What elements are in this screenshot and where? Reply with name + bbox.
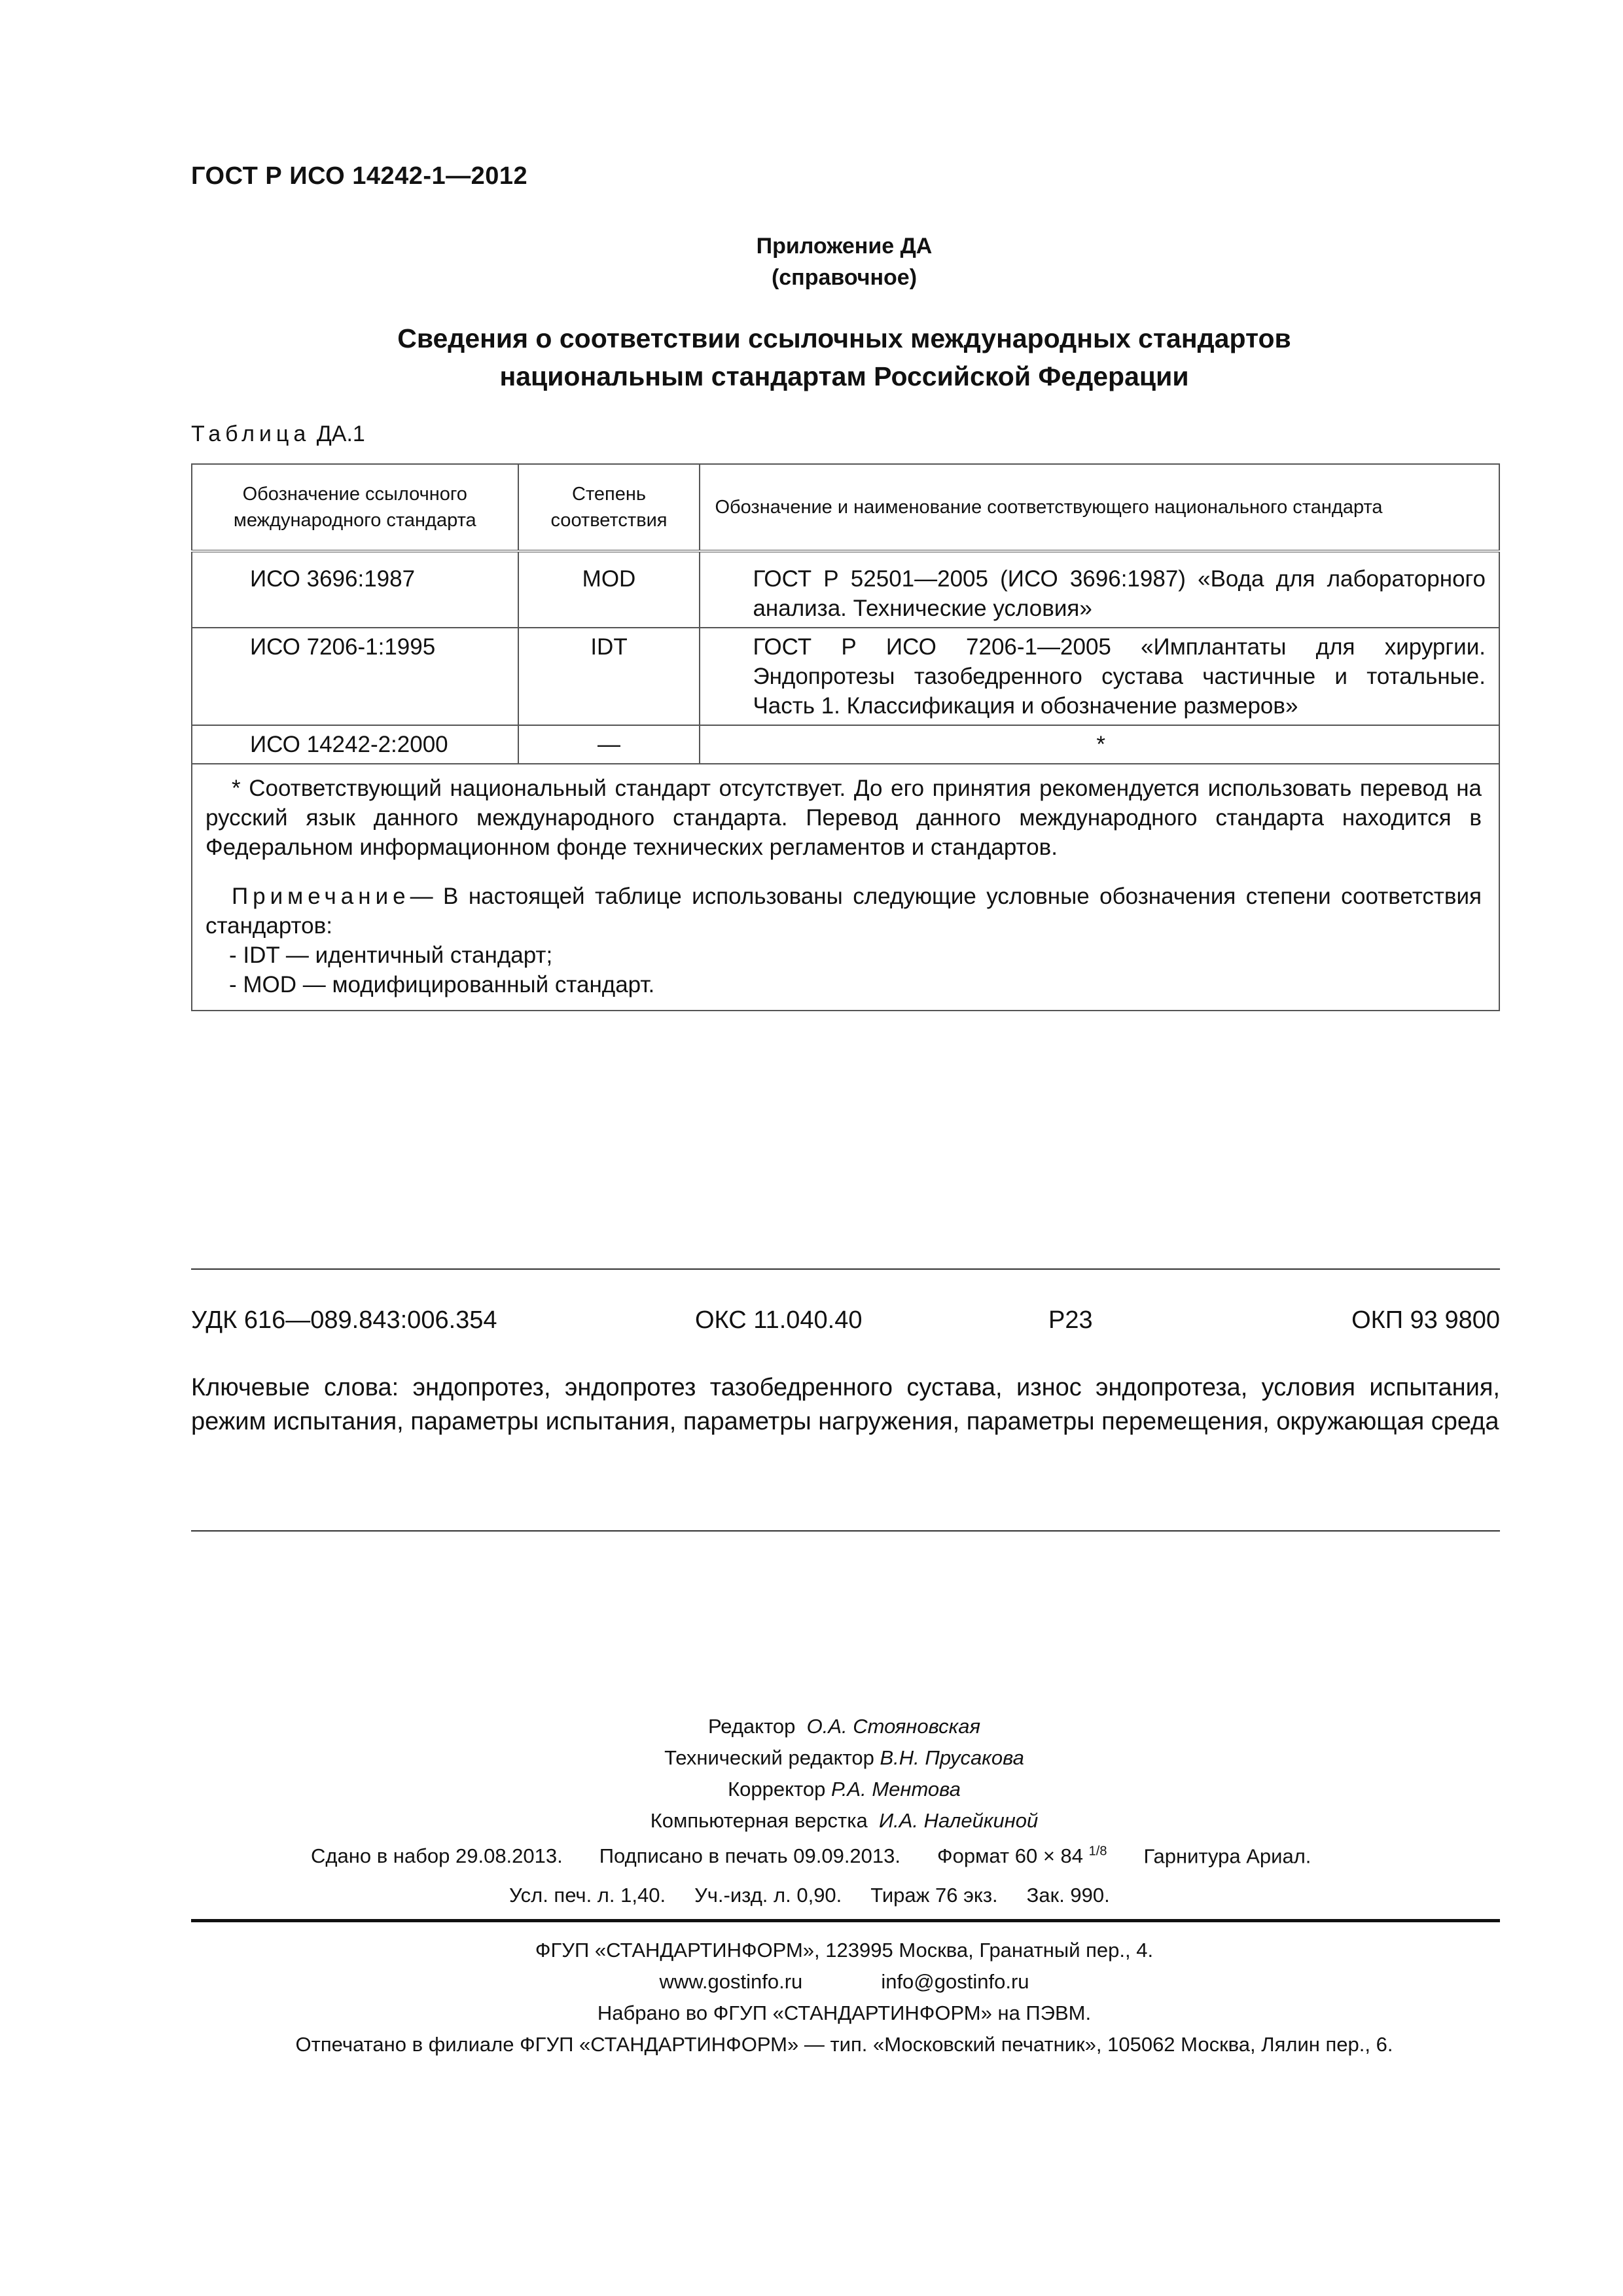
- appendix-subtitle: (справочное): [771, 265, 918, 290]
- note-text: — В настоящей таблице использованы следующие условные обозначения степени соответствия стандартов:: [205, 884, 1482, 939]
- appendix-heading: [0, 230, 1623, 293]
- column-header-international: Обозначение ссылочного международного стандарта: [192, 464, 518, 551]
- website: www.gostinfo.ru: [659, 1970, 803, 1993]
- cell-national-standard: ГОСТ Р ИСО 7206-1—2005 «Имплантаты для хирургии. Эндопротезы тазобедренного сустава частичные и тотальные. Часть 1. Классификация и обозначение размеров»: [700, 628, 1499, 725]
- okp-code: ОКП 93 9800: [1351, 1306, 1500, 1334]
- column-header-national: Обозначение и наименование соответствующего национального стандарта: [700, 464, 1499, 551]
- credit-line: Компьютерная верстка И.А. Налейкиной: [650, 1809, 1039, 1832]
- cell-international-standard: ИСО 14242-2:2000: [192, 725, 518, 764]
- print-run: Тираж 76 экз.: [870, 1884, 998, 1907]
- cell-degree: —: [518, 725, 700, 764]
- typeset-note: Набрано во ФГУП «СТАНДАРТИНФОРМ» на ПЭВМ.: [597, 2001, 1092, 2024]
- cell-degree: IDT: [518, 628, 700, 725]
- correspondence-table: [191, 463, 1500, 1011]
- credit-line: Корректор Р.А. Ментова: [728, 1778, 961, 1801]
- table-row: [192, 725, 1499, 764]
- print-sheets: Усл. печ. л. 1,40.: [509, 1884, 666, 1907]
- section-heading: [0, 319, 1623, 395]
- section-heading-line-1: Сведения о соответствии ссылочных международных стандартов: [397, 323, 1291, 353]
- cell-national-standard: *: [700, 725, 1499, 764]
- credits-block: [0, 1711, 1623, 1837]
- publication-line-2: [509, 1884, 1110, 1907]
- submitted-date: Сдано в набор 29.08.2013.: [311, 1844, 563, 1868]
- signed-date: Подписано в печать 09.09.2013.: [599, 1844, 901, 1868]
- keywords: Ключевые слова: эндопротез, эндопротез тазобедренного сустава, износ эндопротеза, условия испытания, режим испытания, параметры испытания, параметры нагружения, параметры перемещения, окружающая среда: [191, 1374, 1500, 1435]
- credit-line: Редактор О.А. Стояновская: [707, 1715, 981, 1738]
- cell-international-standard: ИСО 3696:1987: [192, 551, 518, 628]
- note-label: Примечание: [232, 884, 410, 909]
- credit-line: Технический редактор В.Н. Прусакова: [664, 1746, 1024, 1769]
- table-footnote: * Соответствующий национальный стандарт отсутствует. До его принятия рекомендуется использовать перевод на русский язык данного международного стандарта. Перевод данного международного стандарта находится в Федеральном информационном фонде технических регламентов и стандартов.: [205, 776, 1482, 860]
- divider-top: [191, 1268, 1500, 1270]
- divider-bottom: [191, 1530, 1500, 1532]
- table-caption-number: ДА.1: [316, 422, 365, 446]
- document-code: ГОСТ Р ИСО 14242-1—2012: [191, 162, 528, 190]
- oks-code: ОКС 11.040.40: [695, 1306, 863, 1334]
- imprint-divider: [191, 1919, 1500, 1922]
- cell-degree: MOD: [518, 551, 700, 628]
- table-footnote-row: [192, 764, 1499, 1011]
- publication-line-1: [311, 1844, 1311, 1868]
- table-caption: [191, 422, 365, 447]
- paper-format: Формат 60 × 84 $^{1/8}$: [937, 1844, 1107, 1868]
- udk-code: УДК 616—089.843:006.354: [191, 1306, 497, 1334]
- table-row: [192, 551, 1499, 628]
- table-row: [192, 628, 1499, 725]
- section-heading-line-2: национальным стандартам Российской Федерации: [499, 361, 1189, 391]
- order-number: Зак. 990.: [1026, 1884, 1110, 1907]
- cell-international-standard: ИСО 7206-1:1995: [192, 628, 518, 725]
- edit-sheets: Уч.-изд. л. 0,90.: [694, 1884, 842, 1907]
- column-header-degree: Степень соответствия: [518, 464, 700, 551]
- appendix-title: Приложение ДА: [756, 234, 933, 259]
- cell-national-standard: ГОСТ Р 52501—2005 (ИСО 3696:1987) «Вода для лабораторного анализа. Технические условия»: [700, 551, 1499, 628]
- category-code: Р23: [1048, 1306, 1093, 1334]
- table-footnote-cell: [192, 764, 1499, 1011]
- printed-note: Отпечатано в филиале ФГУП «СТАНДАРТИНФОРМ» — тип. «Московский печатник», 105062 Москва, Лялин пер., 6.: [295, 2033, 1393, 2056]
- imprint-block: [0, 1935, 1623, 2060]
- publisher-address: ФГУП «СТАНДАРТИНФОРМ», 123995 Москва, Гранатный пер., 4.: [535, 1939, 1154, 1962]
- note-list-item: - IDT — идентичный стандарт;: [229, 942, 553, 968]
- note-list-item: - MOD — модифицированный стандарт.: [229, 972, 655, 997]
- table-header-row: [192, 464, 1499, 551]
- table-note: [205, 882, 1482, 941]
- typeface: Гарнитура Ариал.: [1143, 1844, 1311, 1868]
- publisher-contacts: [0, 1966, 1623, 1998]
- email: info@gostinfo.ru: [881, 1970, 1029, 1993]
- table-caption-word: Таблица: [191, 422, 311, 446]
